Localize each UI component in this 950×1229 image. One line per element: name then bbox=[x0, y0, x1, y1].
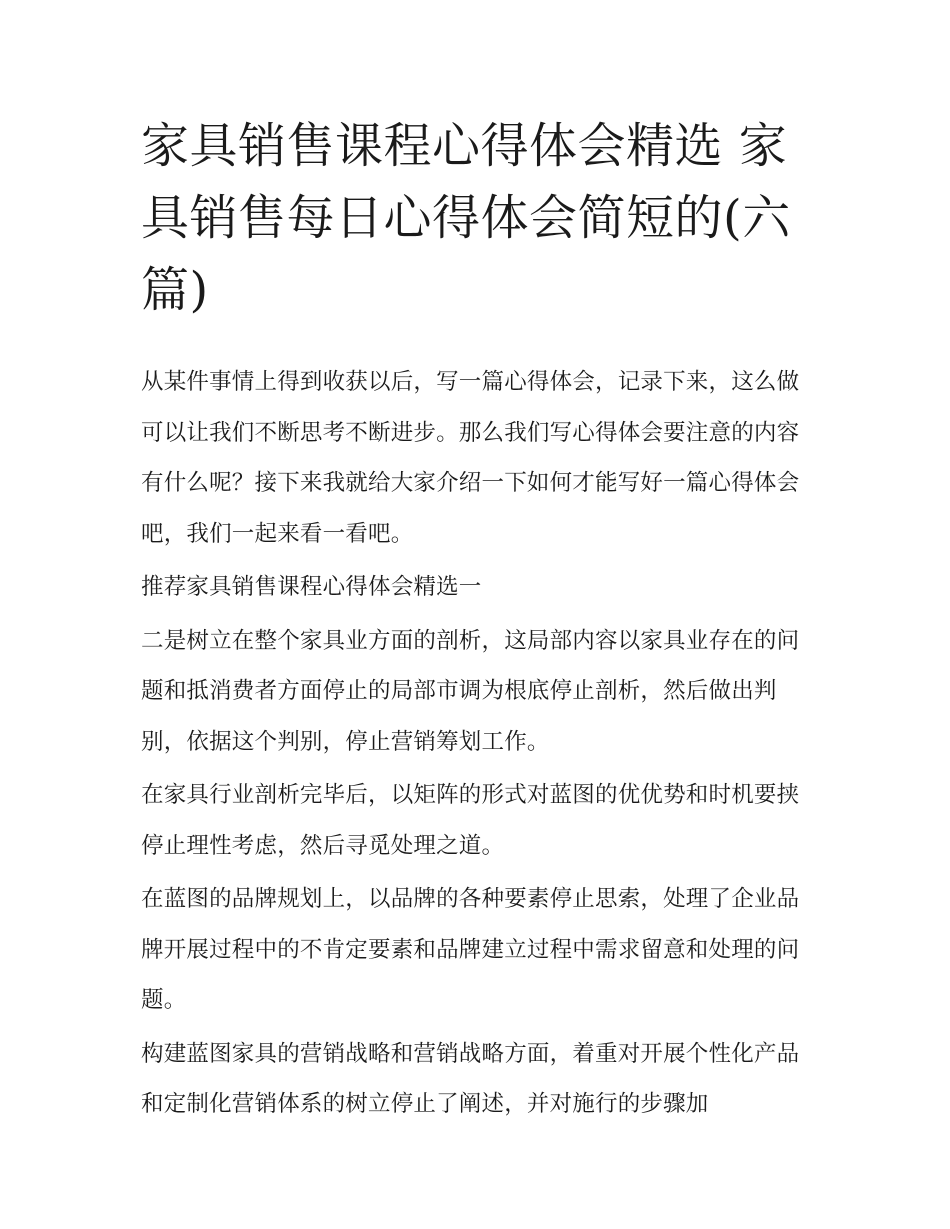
paragraph: 二是树立在整个家具业方面的剖析，这局部内容以家具业存在的问题和抵消费者方面停止的局部市调为根底停止剖析，然后做出判别，依据这个判别，停止营销筹划工作。 bbox=[141, 627, 800, 755]
paragraph: 构建蓝图家具的营销战略和营销战略方面，着重对开展个性化产品和定制化营销体系的树立停止了阐述，并对施行的步骤加 bbox=[141, 1040, 800, 1117]
section-heading: 推荐家具销售课程心得体会精选一 bbox=[141, 574, 482, 600]
paragraph-intro: 从某件事情上得到收获以后，写一篇心得体会，记录下来，这么做可以让我们不断思考不断进步。那么我们写心得体会要注意的内容有什么呢？接下来我就给大家介绍一下如何才能写好一篇心得体会吧，我们一起来看一看吧。 bbox=[141, 369, 800, 547]
document-title: 家具销售课程心得体会精选 家具销售每日心得体会简短的(六篇) bbox=[141, 118, 791, 318]
paragraph: 在家具行业剖析完毕后，以矩阵的形式对蓝图的优优势和时机要挟停止理性考虑，然后寻觅处理之道。 bbox=[141, 782, 800, 859]
paragraph: 在蓝图的品牌规划上，以品牌的各种要素停止思索，处理了企业品牌开展过程中的不肯定要素和品牌建立过程中需求留意和处理的问题。 bbox=[141, 886, 800, 1013]
document-body bbox=[141, 357, 813, 1133]
